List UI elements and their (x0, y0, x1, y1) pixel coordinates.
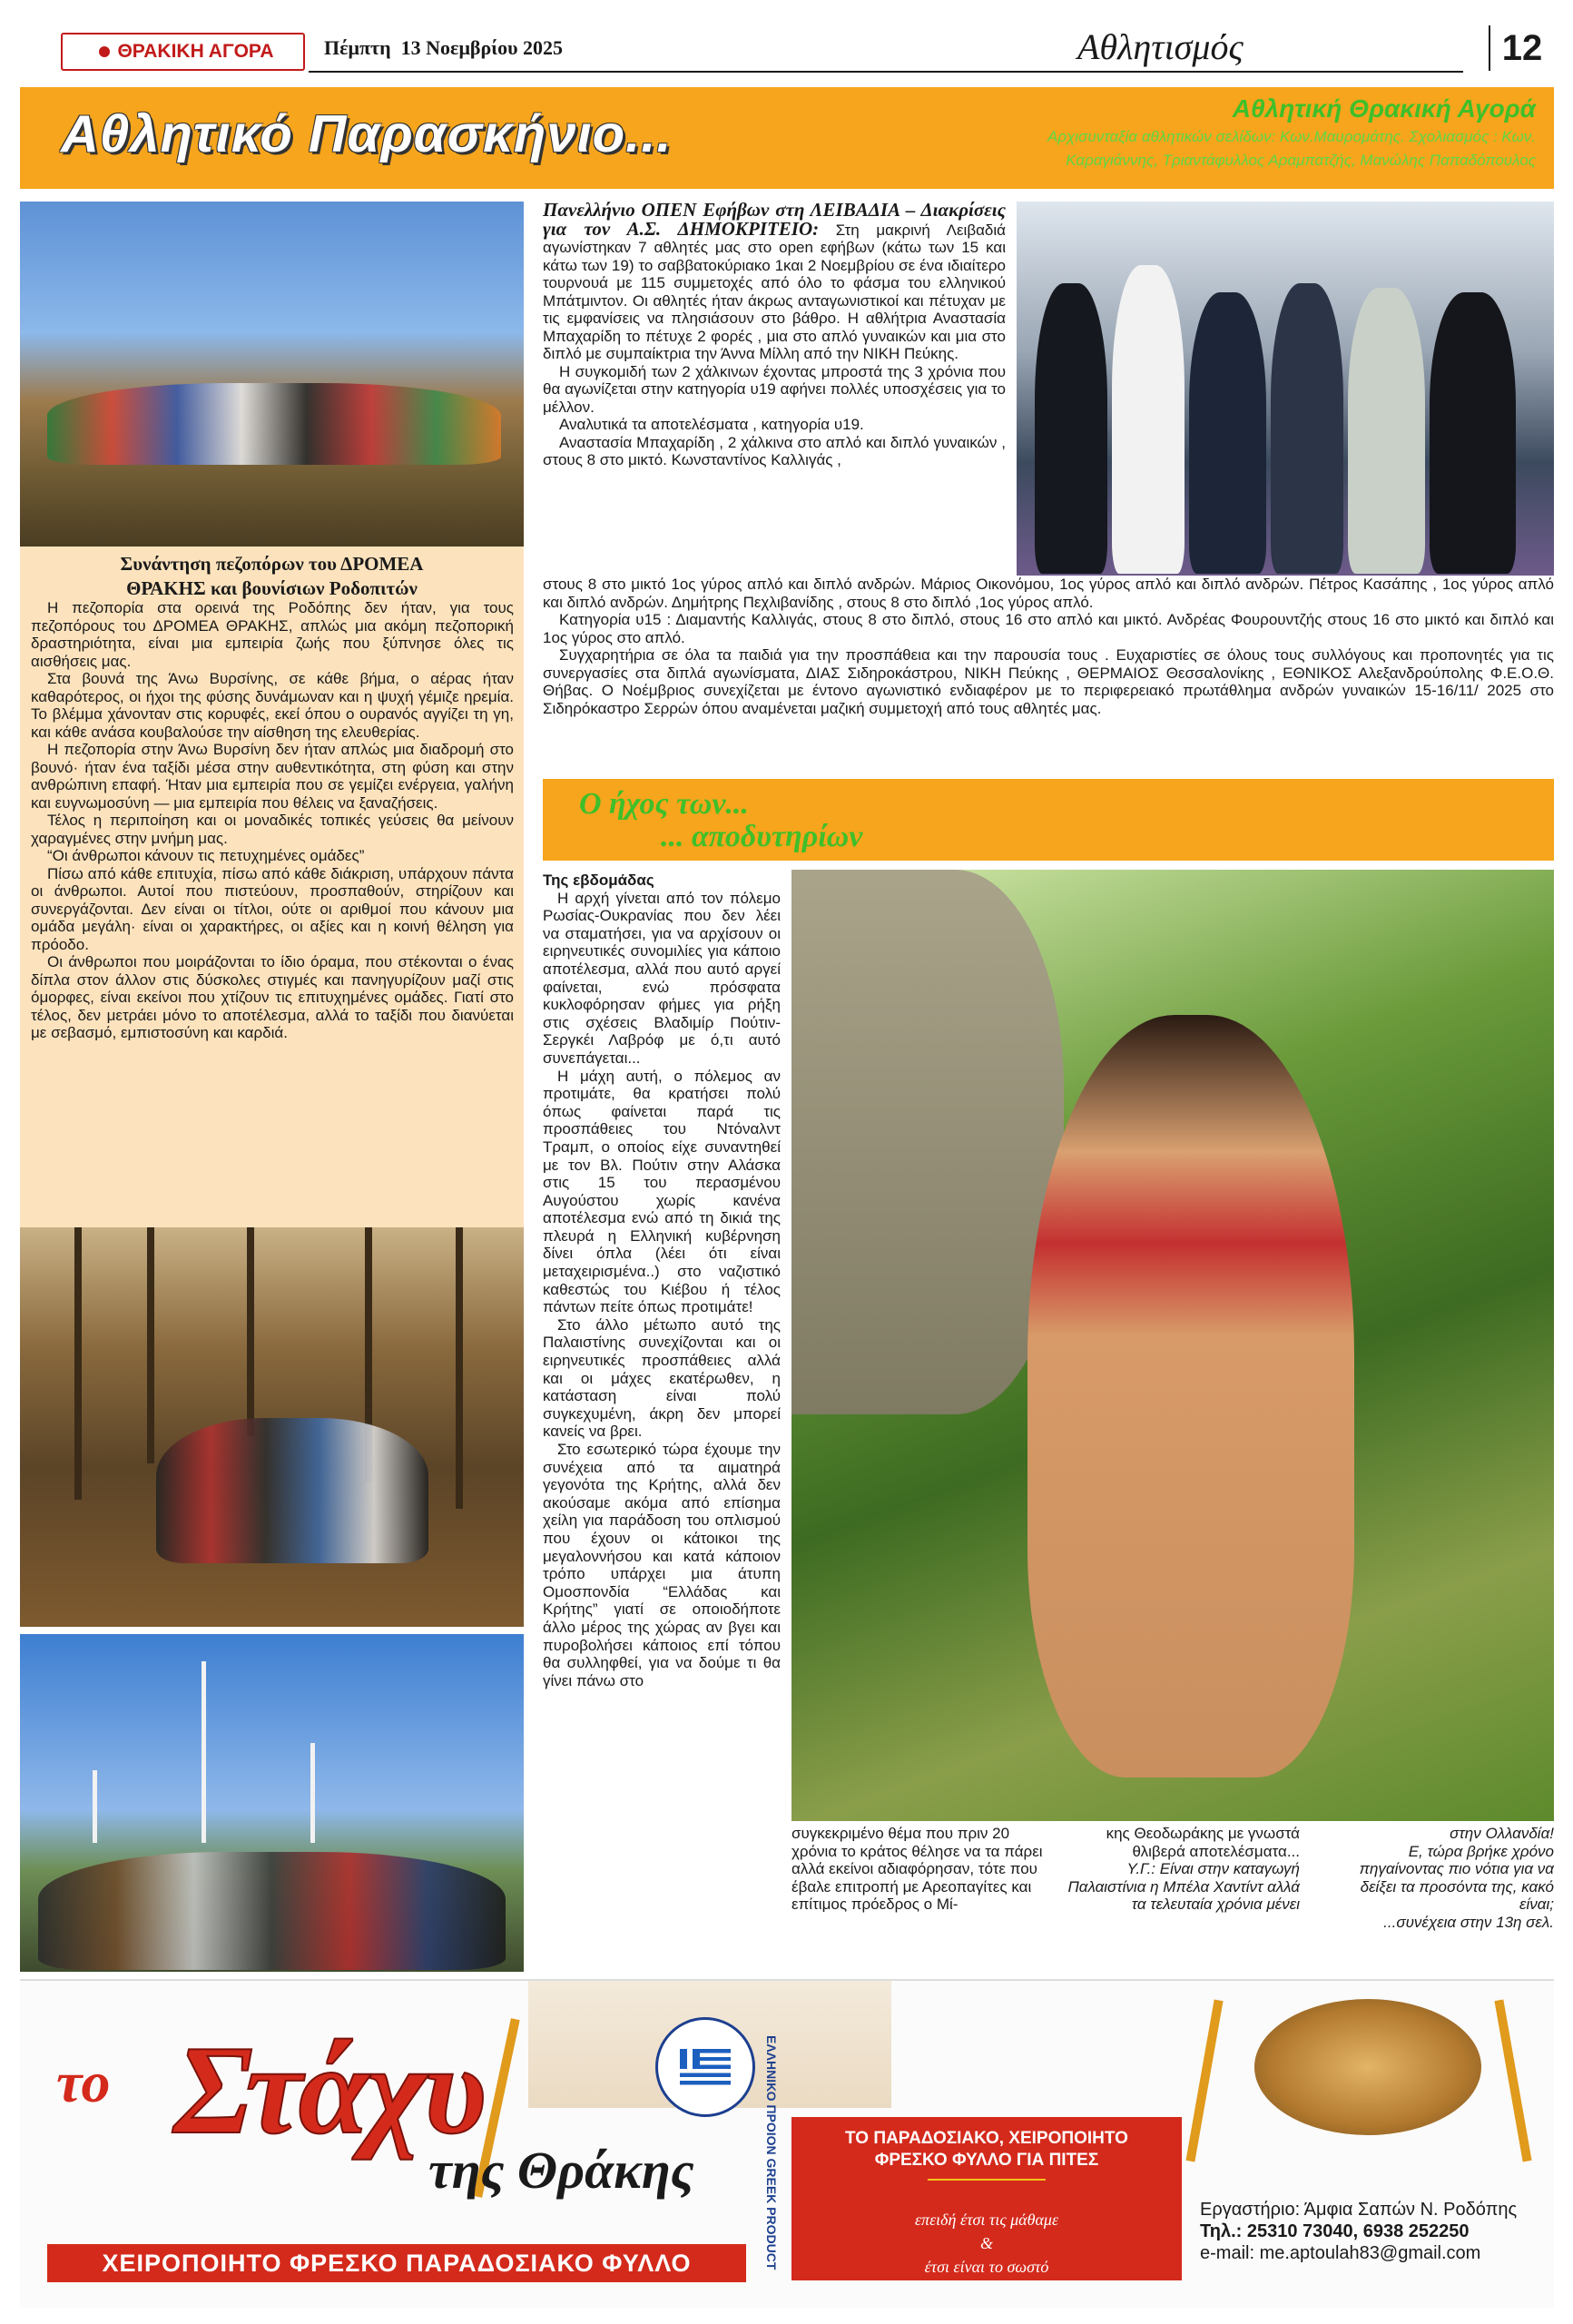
column-postscript: Υ.Γ.: Είναι στην καταγωγή Παλαιστίνια η Μπέλα Χαντίντ αλλά τα τελευταία χρόνια μένει (1067, 1860, 1300, 1914)
athlete-figure (1112, 265, 1185, 574)
hiking-paragraph: Τέλος η περιποίηση και οι μοναδικές τοπικές γεύσεις θα μείνουν χαραγμένες στην μνήμη μας. (31, 812, 514, 847)
greek-product-label: ΕΛΛΗΝΙΚΟ ΠΡΟΙΟΝ GREEK PRODUCT (764, 2035, 779, 2270)
column-paragraph: Η μάχη αυτή, ο πόλεμος αν προτιμάτε, θα κρατήσει πολύ όπως φαίνεται παρά τις προσπάθειες του Ντόναλντ Τραμπ, ο οποίος είχε συναντηθεί με τον Βλ. Πούτιν στην Αλάσκα στις 15 του περασμένου Αυγούστου χωρίς κανένα αποτέλεσμα ενώ από τη δικιά της πλευρά η Ελληνική κυβέρνηση δίνει όπλα (λέει ότι είναι μεταχειρισμένα..) στο ναζιστικό καθεστώς του Κιέβου ή τέλος πάντων πείτε όπως προτιμάτε! (543, 1067, 781, 1316)
hiking-body (31, 599, 514, 1042)
badminton-paragraph: Η συγκομιδή των 2 χάλκινων έχοντας μπροστά της 3 χρόνια που θα αγωνίζεται στην κατηγορία υ19 αφήνει πολλές υποσχέσεις για το μέλλον. (543, 362, 1006, 416)
ad-brand-prefix: το (56, 2050, 111, 2114)
column-continuation-a (791, 1825, 1055, 1914)
column-paragraph: Στο άλλο μέτωπο αυτό της Παλαιστίνης συνεχίζονται και οι ειρηνευτικές προσπάθειες αλλά και οι μάχες εκατέρωθεν, η κατάσταση είναι πολύ συγκεχυμένη, άκρη δεν μπορεί κανείς να βρει. (543, 1315, 781, 1441)
section-name: Αθλητισμός (1077, 26, 1244, 67)
column-title-line-1: Ο ήχος των... (579, 787, 749, 821)
forest-trail-photo (20, 1227, 524, 1627)
wind-turbine (202, 1661, 206, 1843)
wind-turbines-photo (20, 1634, 524, 1972)
hiking-paragraph: Στα βουνά της Άνω Βυρσίνης, σε κάθε βήμα, ο αέρας ήταν καθαρότερος, οι ήχοι της φύσης δυνάμωναν και η ψυχή γέμιζε ηρεμία. Το βλέμμα χάνονταν στις κορυφές, εκεί όπου ο ουρανός αγγίζει τη γη, και κάθε ανάσα κουβαλούσε την αίσθηση της ελευθερίας. (31, 670, 514, 741)
banner-right-title: Αθλητική Θρακική Αγορά (1232, 94, 1536, 123)
hiking-group-figures (47, 383, 501, 465)
header-rule (309, 71, 1463, 73)
banner-credits-line-1: Αρχισυνταξία αθλητικών σελίδων: Κων.Μαυρομάτης. Σχολιασμός : Κων. (1047, 128, 1536, 145)
issue-day: Πέμπτη (324, 36, 391, 59)
issue-date-text: 13 Νοεμβρίου 2025 (400, 36, 564, 59)
hiking-caption-line-2: ΘΡΑΚΗΣ και βουνίσιων Ροδοπιτών (126, 577, 418, 599)
column-subhead: Της εβδομάδας (543, 872, 654, 889)
wind-turbine (93, 1770, 97, 1843)
logo-mark-icon (99, 46, 110, 57)
badminton-results (543, 576, 1554, 717)
continued-note: ...συνέχεια στην 13η σελ. (1383, 1913, 1554, 1931)
hiking-caption (20, 547, 524, 601)
masthead-logo (61, 33, 305, 71)
ad-workshop: Εργαστήριο: Άμφια Σαπών Ν. Ροδόπης (1200, 2200, 1518, 2220)
athlete-figure (1430, 292, 1516, 574)
athlete-figure (1035, 283, 1107, 574)
hikers-figures (156, 1418, 428, 1563)
badminton-paragraph: Αναστασία Μπαχαρίδη , 2 χάλκινα στο απλό και διπλό γυναικών , στους 8 στο μικτό. Κωνσταντίνος Καλλιγάς , (543, 433, 1006, 468)
model-figure (1027, 1015, 1354, 1777)
page-header (20, 25, 1554, 71)
issue-date (324, 36, 563, 60)
athlete-figure (1189, 292, 1266, 574)
advertisement (20, 1979, 1554, 2308)
ad-slogan-line-2: έτσι είναι το σωστό (924, 2258, 1049, 2276)
hiking-paragraph: Η πεζοπορία στα ορεινά της Ροδόπης δεν ήταν, για τους πεζοπόρους του ΔΡΟΜΕΑ ΘΡΑΚΗΣ, απλώς μια ακόμη πεζοπορική δραστηριότητα, είναι μια εμπειρία ζωής που ξύπνησε όλες τις αισθήσεις μας. (31, 599, 514, 670)
badminton-paragraph: στους 8 στο μικτό 1ος γύρος απλό και διπλό ανδρών. Μάριος Οικονόμου, 1ος γύρος απλό και διπλό ανδρών. Πέτρος Κασάπης , 1ος γύρος απλό και διπλό ανδρών. Δημήτρης Πεχλιβανίδης , στους 8 στο διπλό ,1ος γύρος απλό. (543, 576, 1554, 611)
ad-product-headline (791, 2128, 1182, 2171)
column-body (543, 872, 781, 1689)
tree-trunk (247, 1227, 254, 1436)
ad-phone: Τηλ.: 25310 73040, 6938 252250 (1200, 2221, 1470, 2241)
column-banner (543, 779, 1554, 861)
ad-product-line-2: ΦΡΕΣΚΟ ΦΥΛΛΟ ΓΙΑ ΠΙΤΕΣ (874, 2151, 1099, 2170)
column-paragraph: Ε, τώρα βρήκε χρόνο πηγαίνοντας πιο νότια για να δείξει τα προσόντα της, κακό είναι; (1359, 1842, 1554, 1914)
banner-title: Αθλητικό Παρασκήνιο... (61, 104, 673, 163)
ad-product-line-1: ΤΟ ΠΑΡΑΔΟΣΙΑΚΟ, ΧΕΙΡΟΠΟΙΗΤΟ (845, 2129, 1128, 2148)
column-feature-photo (791, 870, 1554, 1821)
section-banner (20, 87, 1554, 189)
hiking-paragraph: Η πεζοπορία στην Άνω Βυρσίνη δεν ήταν απλώς μια διαδρομή στο βουνό· ήταν ένα ταξίδι μέσα στην αυθεντικότητα, στη φύση και στην ανθρώπινη επαφή. Ήταν μια εμπειρία που σε γεμίζει ενέργεια, γαλήνη και ευγνωμοσύνη — μια εμπειρία που θέλεις να ξαναζήσεις. (31, 741, 514, 812)
column-paragraph: Στο εσωτερικό τώρα έχουμε την συνέχεια από τα αιματηρά γεγονότα της Κρήτης, αλλά δεν ακούσαμε ακόμα από επίσημα χείλη για παράδοση του οπλισμού που έχουν οι κάτοικοι της μεγαλοννήσου και κατά κάποιον τρόπο υπάρχει μια άτυπη Ομοσπονδία “Ελλάδας και Κρήτης” γιατί σε οποιοδήποτε άλλο μέρος της χώρας αν βγει και πυροβολήσει κάποιος επί τόπου θα συλληφθεί, για να δούμε τι θα γίνει πάνω στο (543, 1441, 781, 1689)
ad-contact-info (1200, 2199, 1517, 2264)
hiking-group-photo (20, 202, 524, 547)
athlete-figure (1271, 283, 1343, 574)
badminton-paragraph: Συγχαρητήρια σε όλα τα παιδιά για την προσπάθεια και την παρουσία τους . Ευχαριστίες σε όλους τους συλλόγους και προπονητές για τις συνεργασίες στα διπλά αγωνίσματα, ΔΙΑΣ Σιδηροκάστρου, ΝΙΚΗ Πεύκης , ΘΕΡΜΑΙΟΣ Θεσσαλονίκης , ΕΘΝΙΚΟΣ Αλεξανδρούπολης Φ.Ε.Ο.Θ. Θήβας. Ο Νοέμβριος συνεχίζεται με έντονο αγωνιστικό ενδιαφέρον με το περιφερειακό πρωτάθλημα ανδρών γυναικών 15-16/11/ 2025 στο Σιδηρόκαστρο Σερρών όπου αναμένεται μαζική συμμετοχή από τους αθλητές μας. (543, 646, 1554, 717)
ad-brand-subtitle: της Θράκης (428, 2141, 694, 2200)
column-continuation-c (1334, 1825, 1554, 1932)
badminton-paragraph: Αναλυτικά τα αποτελέσματα , κατηγορία υ19. (559, 416, 864, 433)
ad-slogan (791, 2208, 1182, 2279)
column-paragraph: συγκεκριμένο θέμα που πριν 20 χρόνια το κράτος θέλησε να τα πάρει αλλά εκείνοι αδιαφόρησαν, τότε που έβαλε επιτροπή με Αρεοπαγίτες και επίτιμος πρόεδρος ο Μί- (791, 1825, 1043, 1914)
hiking-quote: “Οι άνθρωποι κάνουν τις πετυχημένες ομάδες” (47, 847, 365, 864)
column-continuation-b (1064, 1825, 1300, 1914)
badminton-article (543, 199, 1006, 469)
wheat-icon (1494, 1999, 1531, 2162)
ad-product-box (791, 2117, 1182, 2280)
column-title-line-2: ... αποδυτηρίων (661, 820, 863, 853)
column-paragraph: Η αρχή γίνεται από τον πόλεμο Ρωσίας-Ουκρανίας που δεν λέει να σταματήσει, για να αρχίσουν οι ειρηνευτικές συνομιλίες για κάποιο αποτέλεσμα, αλλά που αυτό αργεί φαίνεται, ενώ πρόσφατα κυκλοφόρησαν φήμες για ρήξη στις σχέσεις Βλαδιμίρ Πούτιν- Σεργκέι Λαβρόφ με ό,τι αυτό συνεπάγεται... (543, 889, 781, 1067)
hiking-paragraph: Οι άνθρωποι που μοιράζονται το ίδιο όραμα, που στέκονται ο ένας δίπλα στον άλλον στις δύσκολες στιγμές και πανηγυρίζουν μαζί στις όμορφες, είναι εκείνοι που χτίζουν τις επιτυχημένες ομάδες. Γιατί στο τέλος, δεν μετράει μόνο το αποτέλεσμα, αλλά το ταξίδι που διανύεται με σεβασμό, εμπιστοσύνη και καρδιά. (31, 953, 514, 1041)
stone-wall (791, 870, 1064, 1414)
ad-tagline-strip: ΧΕΙΡΟΠΟΙΗΤΟ ΦΡΕΣΚΟ ΠΑΡΑΔΟΣΙΑΚΟ ΦΥΛΛΟ (47, 2244, 746, 2282)
hiking-article (20, 547, 524, 1227)
banner-credits-line-2: Καραγιάννης, Τριαντάφυλλος Αραμπατζής, Μανώλης Παπαδόπουλος (1066, 152, 1536, 169)
tree-trunk (147, 1227, 154, 1463)
tree-trunk (74, 1227, 82, 1500)
ad-slogan-amp: & (979, 2234, 993, 2252)
hiking-caption-line-1: Συνάντηση πεζοπόρων του ΔΡΟΜΕΑ (120, 553, 424, 575)
logo-text: ΘΡΑΚΙΚΗ ΑΓΟΡΑ (117, 41, 274, 62)
banner-credits (1047, 94, 1536, 171)
column-paragraph: στην Ολλανδία! (1450, 1825, 1554, 1842)
athlete-figure (1348, 288, 1425, 574)
badminton-paragraph: Στη μακρινή Λειβαδιά αγωνίστηκαν 7 αθλητές μας στο open εφήβων (κάτω των 15 και κάτω των 19) το σαββατοκύριακο 1και 2 Νοεμβρίου σε ένα ιδιαίτερο τουρνουά με 115 συμμετοχές από όλο το φάσμα του ελληνικού Μπάτμιντον. Οι αθλητές ήταν άκρως ανταγωνιστικοί και πέτυχαν με τις εμφανίσεις να πλησιάσουν στο βάθρο. Η αθλήτρια Αναστασία Μπαχαρίδη το πέτυχε 2 φορές , μια στο απλό γυναικών και μια στο διπλό με συμπαίκτρια την Άννα Μίλλη από την ΝΙΚΗ Πεύκης. (543, 221, 1006, 362)
column-title (579, 788, 862, 853)
wind-turbine (310, 1743, 315, 1843)
column-paragraph: κης Θεοδωράκης με γνωστά θλιβερά αποτελέσματα... (1106, 1825, 1300, 1860)
page-number: 12 (1489, 25, 1554, 71)
hiking-paragraph: Πίσω από κάθε επιτυχία, πίσω από κάθε διάκριση, υπάρχουν πάντα οι άνθρωποι. Αυτοί που πιστεύουν, προσπαθούν, στηρίζουν και συνεργάζονται. Δεν είναι οι τίτλοι, ούτε οι αριθμοί που κάνουν μια ομάδα μεγάλη· είναι οι χαρακτήρες, οι αξίες και η κοινή θέληση για πρόοδο. (31, 864, 514, 953)
ad-email: e-mail: me.aptoulah83@gmail.com (1200, 2243, 1481, 2263)
ad-divider (928, 2179, 1046, 2181)
badminton-team-photo (1017, 202, 1554, 576)
greek-flag-icon (655, 2017, 755, 2117)
badminton-paragraph: Κατηγορία υ15 : Διαμαντής Καλλιγάς, στους 8 στο διπλό, στους 16 στο απλό και μικτό. Ανδρέας Φουρουντζής στους 16 στο μικτό και διπλό και 1ος γύρος στο απλό. (543, 611, 1554, 646)
tree-trunk (456, 1227, 463, 1509)
crowd-figures (38, 1852, 506, 1970)
ad-slogan-line-1: επειδή έτσι τις μάθαμε (914, 2211, 1059, 2229)
ad-brand-name: Στάχυ (174, 2020, 485, 2161)
ad-pie-image (1254, 1999, 1481, 2135)
wheat-icon (1185, 1999, 1223, 2162)
badminton-headline: Πανελλήνιο ΟΠΕΝ Εφήβων στη ΛΕΙΒΑΔΙΑ – Διακρίσεις για τον Α.Σ. ΔΗΜΟΚΡΙΤΕΙΟ: (543, 199, 1006, 240)
